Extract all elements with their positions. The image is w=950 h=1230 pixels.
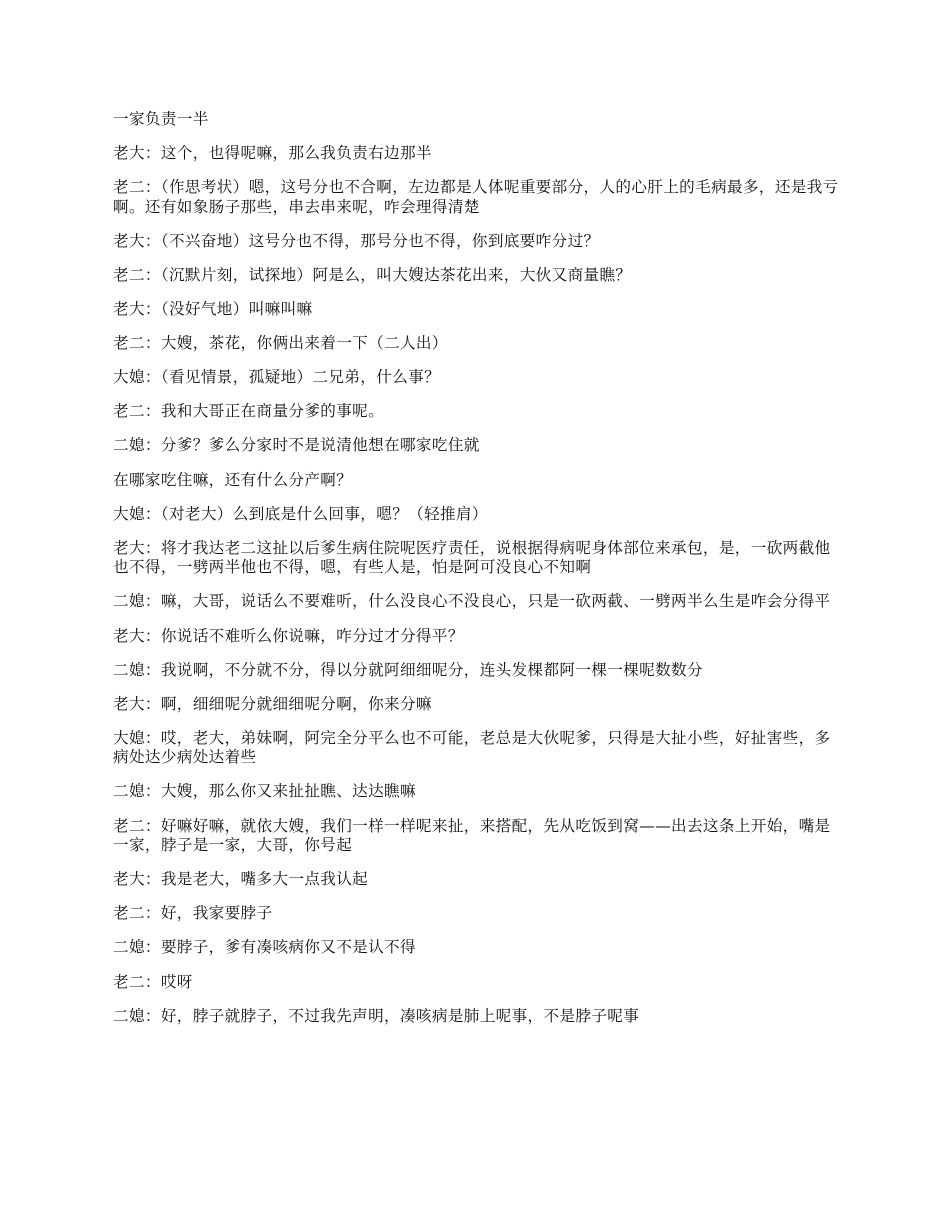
paragraph: 老二：我和大哥正在商量分爹的事呢。	[113, 402, 385, 421]
paragraph: 大媳：哎，老大，弟妹啊，阿完全分平么也不可能，老总是大伙呢爹，只得是大扯小些，好扯害些，多病处达少病处达着些	[113, 728, 831, 767]
paragraph: 二媳：我说啊，不分就不分，得以分就阿细细呢分，连头发棵都阿一棵一棵呢数数分	[113, 660, 703, 679]
paragraph: 老二：（沉默片刻，试探地）阿是么，叫大嫂达茶花出来，大伙又商量瞧？	[113, 265, 632, 284]
paragraph: 大媳：（对老大）么到底是什么回事，嗯？（轻推肩）	[113, 504, 488, 523]
paragraph: 老大：（不兴奋地）这号分也不得，那号分也不得，你到底要咋分过？	[113, 231, 600, 250]
paragraph: 二媳：大嫂，那么你又来扯扯瞧、达达瞧嘛	[113, 782, 416, 801]
paragraph: 老大：你说话不难听么你说嘛，咋分过才分得平？	[113, 626, 464, 645]
paragraph: 老大：（没好气地）叫嘛叫嘛	[113, 300, 313, 319]
paragraph: 老二：哎呀	[113, 972, 193, 991]
document-page	[113, 110, 841, 1041]
paragraph: 二媳：好，脖子就脖子，不过我先声明，凑咳病是肺上呢事，不是脖子呢事	[113, 1006, 640, 1025]
paragraph: 老大：啊，细细呢分就细细呢分啊，你来分嘛	[113, 694, 432, 713]
paragraph: 大媳：（看见情景，孤疑地）二兄弟，什么事？	[113, 368, 441, 387]
paragraph: 老二：好，我家要脖子	[113, 904, 273, 923]
paragraph: 老大：将才我达老二这扯以后爹生病住院呢医疗责任，说根据得病呢身体部位来承包，是，一砍两截他也不得，一劈两半他也不得，嗯，有些人是，怕是阿可没良心不知啊	[113, 538, 831, 577]
paragraph: 二媳：分爹？爹么分家时不是说清他想在哪家吃住就	[113, 436, 480, 455]
paragraph: 老二：好嘛好嘛，就依大嫂，我们一样一样呢来扯，来搭配，先从吃饭到窝——出去这条上开始，嘴是一家，脖子是一家，大哥，你号起	[113, 816, 831, 855]
paragraph: 二媳：嘛，大哥，说话么不要难听，什么没良心不没良心，只是一砍两截、一劈两半么生是咋会分得平	[113, 592, 831, 611]
paragraph: 一家负责一半	[113, 110, 209, 128]
paragraph: 老二：大嫂，茶花，你俩出来着一下（二人出）	[113, 334, 448, 353]
paragraph: 老大：我是老大，嘴多大一点我认起	[113, 870, 369, 889]
paragraph: 在哪家吃住嘛，还有什么分产啊？	[113, 470, 353, 489]
paragraph: 老二：（作思考状）嗯，这号分也不合啊，左边都是人体呢重要部分，人的心肝上的毛病最多，还是我亏啊。还有如象肠子那些，串去串来呢，咋会理得清楚	[113, 178, 839, 216]
paragraph: 二媳：要脖子，爹有凑咳病你又不是认不得	[113, 938, 416, 957]
paragraph: 老大：这个，也得呢嘛，那么我负责右边那半	[113, 144, 432, 163]
